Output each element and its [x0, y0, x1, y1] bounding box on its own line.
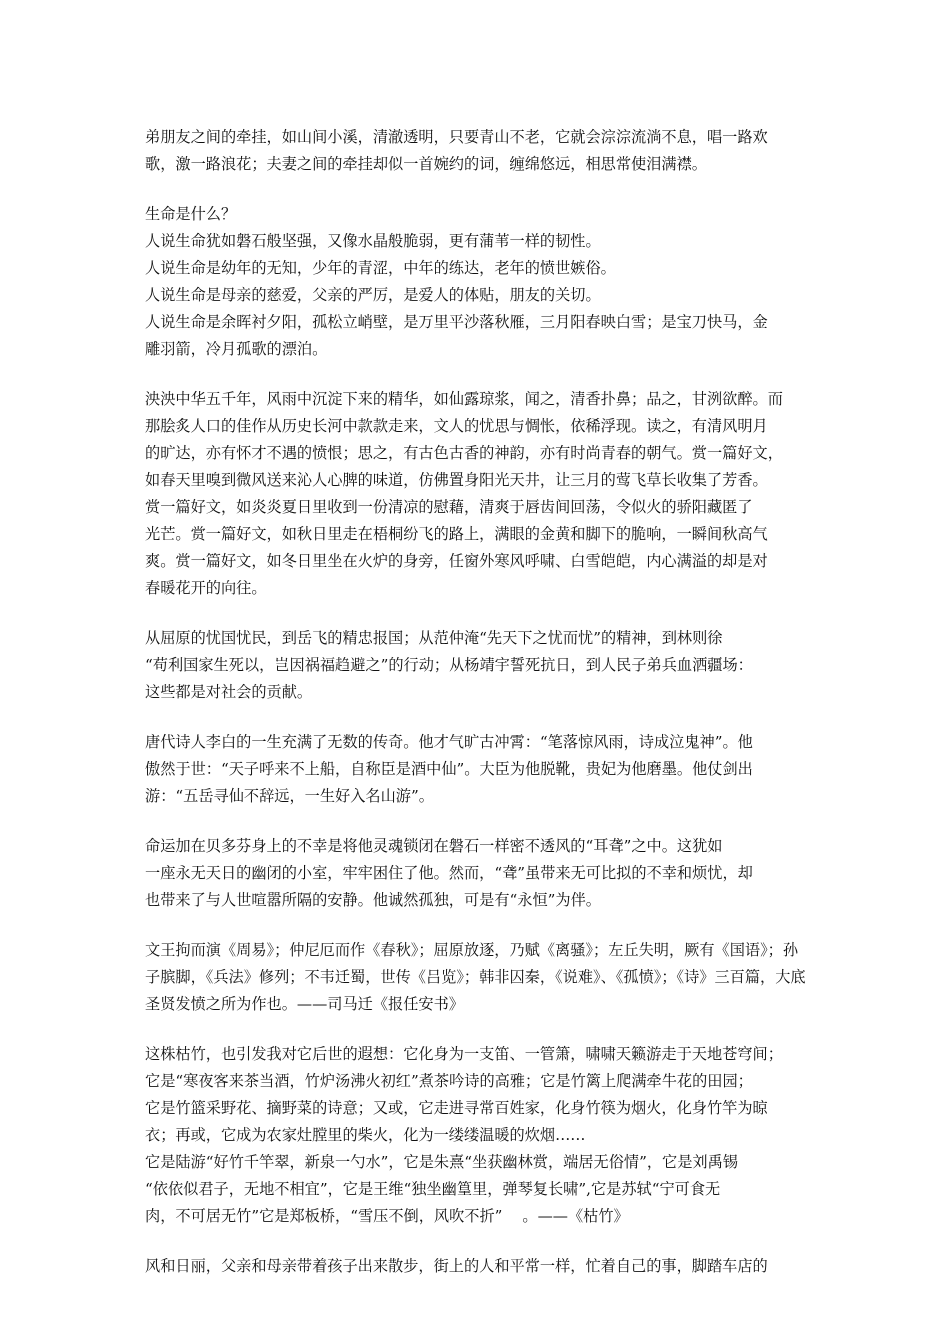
text-line: 光芒。赏一篇好文，如秋日里走在梧桐纷飞的路上，满眼的金黄和脚下的脆响，一瞬间秋高气: [145, 525, 768, 543]
paragraph-good-writing: [145, 386, 817, 602]
text-line: 圣贤发愤之所为作也。——司马迁《报任安书》: [145, 995, 464, 1013]
text-line: 歌，激一路浪花；夫妻之间的牵挂却似一首婉约的词，缠绵悠远，相思常使泪满襟。: [145, 155, 707, 173]
text-line: 人说生命犹如磐石般坚强，又像水晶般脆弱，更有蒲苇一样的韧性。: [145, 232, 601, 250]
paragraph-beethoven: [145, 833, 817, 914]
text-line: 赏一篇好文，如炎炎夏日里收到一份清凉的慰藉，清爽于唇齿间回荡，令似火的骄阳藏匿了: [145, 498, 753, 516]
paragraph-bonds: [145, 124, 817, 178]
text-line: 人说生命是幼年的无知，少年的青涩，中年的练达，老年的愤世嫉俗。: [145, 259, 616, 277]
text-line: 雕羽箭，冷月孤歌的漂泊。: [145, 340, 328, 358]
text-line: 它是“寒夜客来茶当酒，竹炉汤沸火初红”煮茶吟诗的高雅；它是竹篱上爬满牵牛花的田园；: [145, 1072, 753, 1090]
text-line: 从屈原的忧国忧民，到岳飞的精忠报国；从范仲淹“先天下之忧而忧”的精神，到林则徐: [145, 629, 723, 647]
text-line: 子膑脚，《兵法》修列；不韦迁蜀，世传《吕览》；韩非囚秦，《说难》、《孤愤》；《诗》三百篇，大底: [145, 968, 806, 986]
text-line: 这株枯竹，也引发我对它后世的遐想：它化身为一支笛、一管箫，啸啸天籁游走于天地苍穹间；: [145, 1045, 783, 1063]
text-line: 如春天里嗅到微风送来沁人心脾的味道，仿佛置身阳光天井，让三月的莺飞草长收集了芳香。: [145, 471, 768, 489]
paragraph-li-bai: [145, 729, 817, 810]
text-line: 游：“五岳寻仙不辞远，一生好入名山游”。: [145, 787, 434, 805]
text-line: 命运加在贝多芬身上的不幸是将他灵魂锁闭在磐石一样密不透风的“耳聋”之中。这犹如: [145, 837, 723, 855]
text-line: 文王拘而演《周易》；仲尼厄而作《春秋》；屈原放逐，乃赋《离骚》；左丘失明，厥有《国语》；孙: [145, 941, 799, 959]
text-line: 弟朋友之间的牵挂，如山间小溪，清澈透明，只要青山不老，它就会淙淙流淌不息，唱一路欢: [145, 128, 768, 146]
paragraph-what-is-life: [145, 201, 817, 363]
paragraph-family-walk: [145, 1253, 817, 1280]
paragraph-withered-bamboo: [145, 1041, 817, 1230]
text-line: 傲然于世：“天子呼来不上船，自称臣是酒中仙”。大臣为他脱靴，贵妃为他磨墨。他仗剑出: [145, 760, 753, 778]
text-line: 人说生命是母亲的慈爱，父亲的严厉，是爱人的体贴，朋友的关切。: [145, 286, 601, 304]
text-line: 泱泱中华五千年，风雨中沉淀下来的精华，如仙露琼浆，闻之，清香扑鼻；品之，甘洌欲醉。而: [145, 390, 783, 408]
text-line: 这些都是对社会的贡献。: [145, 683, 313, 701]
text-line: 风和日丽，父亲和母亲带着孩子出来散步，街上的人和平常一样，忙着自己的事，脚踏车店的: [145, 1257, 768, 1275]
text-line: 的旷达，亦有怀才不遇的愤恨；思之，有古色古香的神韵，亦有时尚青春的朝气。赏一篇好文，: [145, 444, 783, 462]
text-line: 春暖花开的向往。: [145, 579, 267, 597]
text-line: 爽。赏一篇好文，如冬日里坐在火炉的身旁，任窗外寒风呼啸、白雪皑皑，内心满溢的却是对: [145, 552, 768, 570]
paragraph-sima-qian: [145, 937, 817, 1018]
text-line: “苟利国家生死以，岂因祸福趋避之”的行动；从杨靖宇誓死抗日，到人民子弟兵血洒疆场：: [145, 656, 753, 674]
paragraph-contribution: [145, 625, 817, 706]
document-body: [145, 124, 817, 1303]
text-line: 肉，不可居无竹”它是郑板桥，“雪压不倒，风吹不折” 。——《枯竹》: [145, 1207, 629, 1225]
text-line: 一座永无天日的幽闭的小室，牢牢困住了他。然而，“聋”虽带来无可比拟的不幸和烦忧，却: [145, 864, 753, 882]
text-line: “依依似君子，无地不相宜”，它是王维“独坐幽篁里，弹琴复长啸”,它是苏轼“宁可食无: [145, 1180, 721, 1198]
text-line: 也带来了与人世喧嚣所隔的安静。他诚然孤独，可是有“永恒”为伴。: [145, 891, 601, 909]
text-line: 人说生命是余晖衬夕阳，孤松立峭壁，是万里平沙落秋雁，三月阳春映白雪；是宝刀快马，金: [145, 313, 768, 331]
text-line: 唐代诗人李白的一生充满了无数的传奇。他才气旷古冲霄：“笔落惊风雨，诗成泣鬼神”。他: [145, 733, 753, 751]
text-line: 衣；再或，它成为农家灶膛里的柴火，化为一缕缕温暖的炊烟……: [145, 1126, 586, 1144]
text-line: 它是竹篮采野花、摘野菜的诗意；又或，它走进寻常百姓家，化身竹筷为烟火，化身竹竿为晾: [145, 1099, 768, 1117]
text-line: 它是陆游“好竹千竿翠，新泉一勺水”，它是朱熹“坐获幽林赏，端居无俗情”，它是刘禹锡: [145, 1153, 738, 1171]
text-line: 那脍炙人口的佳作从历史长河中款款走来，文人的忧思与惆怅，依稀浮现。读之，有清风明月: [145, 417, 768, 435]
text-line: 生命是什么？: [145, 205, 237, 223]
